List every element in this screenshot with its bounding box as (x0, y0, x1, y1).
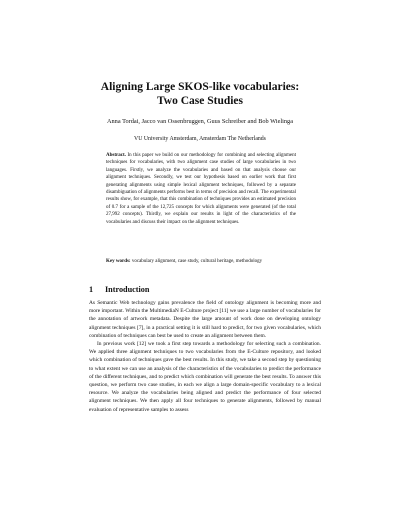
affiliation: VU University Amsterdam, Amsterdam The Netherlands (134, 136, 266, 142)
abstract (106, 152, 296, 226)
author-list: Anna Tordai, Jacco van Ossenbruggen, Guus Schreiber and Bob Wielinga (106, 118, 293, 125)
title-line-1: Aligning Large SKOS-like vocabularies: (100, 81, 300, 93)
abstract-text: In this paper we build on our methodology for combining and selecting alignment techniques for vocabularies, with two alignment case studies of large vocabularies in two languages. Firstly, we analyze the vocabularies and based on that analysis choose our alignment techniques. Secondly, we test our hypothesis based on earlier work that first generating alignments using simple lexical alignment techniques, followed by a separate disambiguation of alignments performs best in terms of precision and recall. The experimental results show, for example, that this combination of techniques provides an estimated precision of 0.7 for a sample of the 12,725 concepts for which alignments were generated (of the total 27,992 concepts). Thirdly, we explain our results in light of the characteristics of the vocabularies and discuss their impact on the alignment techniques. (106, 153, 296, 225)
paper-title (0, 80, 400, 108)
title-line-2: Two Case Studies (156, 95, 244, 107)
paragraph-1: As Semantic Web technology gains prevalence the field of ontology alignment is becoming more and more important. Within the MultimediaN E-Culture project [11] we use a large number of vocabularies for the annotation of artwork metadata. Despite the large amount of work done on developing ontology alignment techniques [7], in a practical setting it is still hard to predict, for two given vocabularies, which combination of techniques can best be used to create an alignment between them. (89, 300, 321, 339)
section-heading (89, 285, 319, 295)
section-title: Introduction (105, 285, 150, 294)
keywords-text: vocabulary alignment, case study, cultural heritage, methodology (131, 259, 263, 264)
paragraph-2: In previous work [12] we took a first step towards a methodology for selecting such a combination. We applied three alignment techniques to two vocabularies from the E-Culture repository, and looked which combination of techniques gave the best results. In this study, we take a second step by questioning to what extent we can use an analysis of the characteristics of the vocabularies to predict the performance of the different techniques, and to predict which combination will generate the best results. To answer this question, we perform two case studies, in each we align a large domain-specific vocabulary to a lexical resource. We analyze the vocabularies being aligned and predict the performance of four selected alignment techniques. We then apply all four techniques to generate alignments, followed by manual evaluation of representative samples to assess (89, 341, 321, 413)
keywords (106, 258, 296, 265)
abstract-label: Abstract. (106, 153, 126, 158)
section-number: 1 (89, 285, 94, 294)
keywords-label: Key words: (106, 259, 131, 264)
body-text (89, 299, 321, 414)
